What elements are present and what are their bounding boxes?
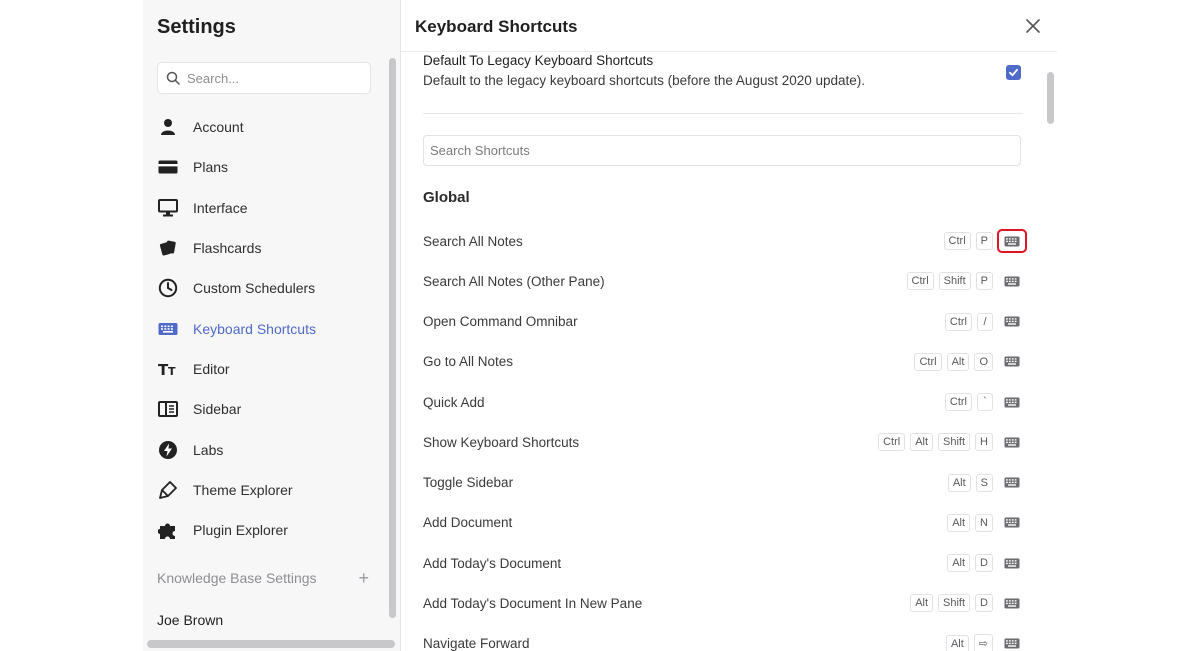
monitor-icon [157,197,179,219]
shortcut-keys [939,229,1027,253]
key-cap: D [975,594,993,612]
key-cap: Ctrl [945,393,972,411]
keyboard-icon [1004,598,1020,609]
user-name[interactable]: Joe Brown [157,612,224,628]
shortcut-row [423,583,1027,623]
shortcut-label: Navigate Forward [423,636,530,651]
keyboard-icon [1004,236,1020,247]
edit-shortcut-button[interactable] [997,632,1027,651]
settings-search-box[interactable] [157,62,371,94]
key-cap: H [975,433,993,451]
puzzle-icon [157,519,179,541]
shortcut-label: Search All Notes [423,233,523,249]
key-cap: Ctrl [907,272,934,290]
sidebar-item-theme-explorer[interactable] [143,470,383,510]
keyboard-icon [1004,477,1020,488]
settings-modal [143,0,1057,651]
sidebar-item-sidebar[interactable] [143,389,383,429]
keyboard-icon [1004,517,1020,528]
svg-text:T: T [158,360,169,377]
key-cap: Shift [938,594,970,612]
shortcut-row [423,342,1027,382]
key-cap: Ctrl [878,433,905,451]
sidebar-item-keyboard-shortcuts[interactable] [143,308,383,348]
panel-scrollbar[interactable] [1047,72,1054,124]
shortcut-label: Open Command Omnibar [423,314,578,330]
person-icon [157,116,179,138]
sidebar-item-label: Theme Explorer [193,481,293,498]
keyboard-icon [1004,397,1020,408]
sidebar-item-account[interactable] [143,107,383,147]
shortcut-row [423,543,1027,583]
shortcut-label: Quick Add [423,394,485,410]
knowledge-base-settings-label: Knowledge Base Settings [157,570,317,586]
edit-shortcut-button[interactable] [997,350,1027,374]
shortcut-label: Search All Notes (Other Pane) [423,273,605,289]
sidebar-item-interface[interactable] [143,188,383,228]
sidebar-item-label: Account [193,119,244,136]
edit-shortcut-button[interactable] [997,269,1027,293]
settings-title: Settings [157,16,236,38]
search-icon [166,71,180,85]
keyboard-icon [157,318,179,340]
paint-icon [157,479,179,501]
bolt-icon [157,439,179,461]
key-cap: P [976,272,993,290]
shortcut-row [423,463,1027,503]
edit-shortcut-button[interactable] [997,430,1027,454]
shortcut-row [423,503,1027,543]
edit-shortcut-button[interactable] [997,551,1027,575]
shortcut-keys [902,269,1027,293]
sidebar-item-label: Plugin Explorer [193,522,288,539]
sidebar-item-label: Labs [193,441,224,458]
sidebar-item-label: Plans [193,159,229,176]
shortcut-label: Add Today's Document [423,555,562,571]
key-cap: D [975,554,993,572]
shortcut-row [423,624,1027,651]
edit-shortcut-button[interactable] [997,511,1027,535]
legacy-shortcuts-description: Default to the legacy keyboard shortcuts (before the August 2020 update). [423,73,866,88]
key-cap: Alt [946,635,969,651]
sidebar-item-custom-schedulers[interactable] [143,268,383,308]
shortcut-row [423,221,1027,261]
sidebar-item-label: Flashcards [193,240,262,257]
sidebar-item-label: Editor [193,360,230,377]
sidebar-item-plugin-explorer[interactable] [143,510,383,550]
key-cap: S [976,474,993,492]
legacy-shortcuts-setting [423,53,1023,88]
key-cap: Alt [910,594,933,612]
sidebar-item-editor[interactable] [143,349,383,389]
key-cap: Ctrl [945,313,972,331]
key-cap: ` [977,393,993,411]
card-icon [157,156,179,178]
key-cap: Ctrl [914,353,941,371]
settings-nav [143,107,383,550]
key-cap: Ctrl [944,232,971,250]
key-cap: Alt [947,353,970,371]
settings-sidebar [143,0,401,651]
edit-shortcut-button[interactable] [997,390,1027,414]
svg-text:T: T [168,364,176,377]
shortcut-row [423,382,1027,422]
flashcards-icon [157,237,179,259]
edit-shortcut-button[interactable] [997,229,1027,253]
key-cap: Alt [948,474,971,492]
panel-header [401,0,1057,52]
shortcut-keys [905,591,1027,615]
keyboard-icon [1004,558,1020,569]
close-button[interactable] [1023,16,1043,36]
add-knowledge-base-button[interactable]: + [358,568,369,588]
key-cap: ⇨ [974,634,993,651]
shortcut-keys [942,511,1027,535]
sidebar-item-label: Sidebar [193,401,242,418]
edit-shortcut-button[interactable] [997,591,1027,615]
sidebar-item-label: Interface [193,199,248,216]
key-cap: P [976,232,993,250]
keyboard-icon [1004,437,1020,448]
edit-shortcut-button[interactable] [997,471,1027,495]
key-cap: Shift [938,433,970,451]
sidebar-item-labs[interactable] [143,429,383,469]
key-cap: O [974,353,993,371]
clock-icon [157,277,179,299]
sidebar-scrollbar[interactable] [389,58,396,618]
sidebar-item-plans[interactable] [143,147,383,187]
shortcut-row [423,261,1027,301]
key-cap: Alt [910,433,933,451]
keyboard-icon [1004,316,1020,327]
shortcut-list [423,221,1027,651]
sidebar-item-flashcards[interactable] [143,228,383,268]
key-cap: N [975,514,993,532]
keyboard-icon [1004,356,1020,367]
keyboard-icon [1004,638,1020,649]
shortcut-label: Add Today's Document In New Pane [423,595,643,611]
shortcut-keys [909,350,1027,374]
edit-shortcut-button[interactable] [997,310,1027,334]
shortcut-label: Add Document [423,515,513,531]
shortcut-row [423,422,1027,462]
search-shortcuts-input[interactable] [423,135,1021,166]
page-title: Keyboard Shortcuts [415,17,578,36]
keyboard-shortcuts-panel [401,0,1057,651]
shortcut-label: Go to All Notes [423,354,514,370]
keyboard-icon [1004,276,1020,287]
shortcut-label: Toggle Sidebar [423,475,514,491]
key-cap: Shift [939,272,971,290]
legacy-shortcuts-checkbox[interactable] [1006,65,1021,80]
section-title-global: Global [423,189,470,206]
key-cap: Alt [947,554,970,572]
sidebar-item-label: Keyboard Shortcuts [193,320,316,337]
legacy-shortcuts-title: Default To Legacy Keyboard Shortcuts [423,53,654,68]
sidebar-icon [157,398,179,420]
text-size-icon [157,358,179,380]
shortcut-keys [941,632,1027,651]
knowledge-base-settings-header [157,570,369,586]
key-cap: / [977,313,993,331]
settings-search-input[interactable] [187,71,357,86]
sidebar-item-label: Custom Schedulers [193,280,316,297]
close-icon [1026,19,1040,33]
checkmark-icon [1008,67,1019,78]
shortcut-row [423,302,1027,342]
sidebar-horizontal-scrollbar[interactable] [147,640,395,648]
shortcut-keys [873,430,1027,454]
shortcut-keys [940,310,1027,334]
shortcut-keys [940,390,1027,414]
divider [423,113,1023,114]
shortcut-keys [942,551,1027,575]
key-cap: Alt [947,514,970,532]
shortcut-label: Show Keyboard Shortcuts [423,434,580,450]
shortcut-keys [943,471,1027,495]
